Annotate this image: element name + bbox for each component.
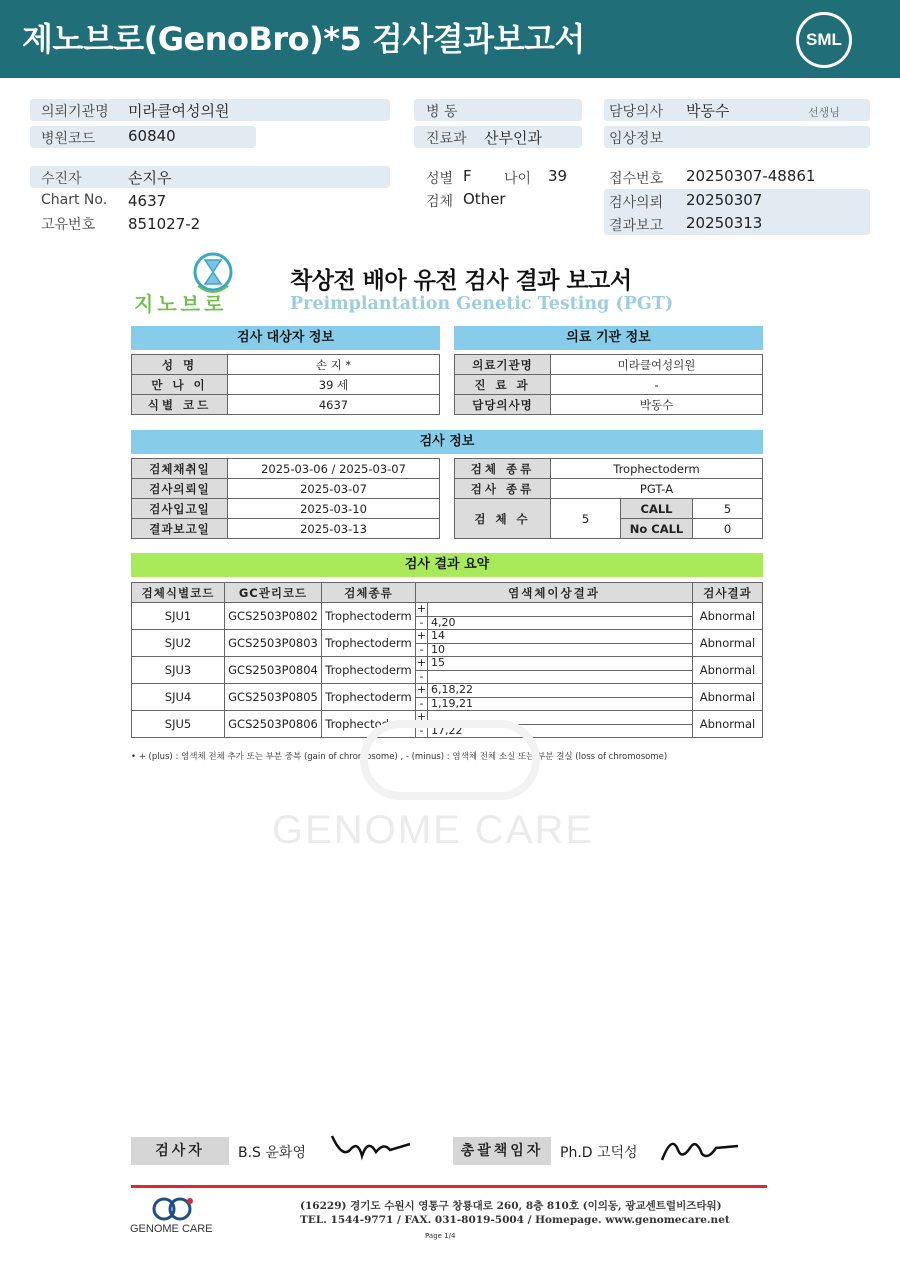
subject-id-label: 식별 코드 [132, 395, 228, 415]
genobro-logo-text: 지노브로 [134, 292, 228, 316]
minus-value [428, 671, 431, 683]
cell-gc: GCS2503P0802 [225, 603, 322, 630]
specimen-label: 검체 [426, 194, 454, 210]
page-number: Page 1/4 [425, 1232, 456, 1240]
clinical-label: 임상정보 [609, 131, 664, 147]
table-row [455, 459, 763, 479]
receive-date-value: 2025-03-10 [228, 499, 440, 519]
genobro-logo [128, 252, 248, 314]
medical-doctor-label: 담당의사명 [455, 395, 551, 415]
plus-value: 15 [431, 656, 445, 669]
plus-sign: + [416, 710, 427, 723]
director-signature-icon [656, 1130, 740, 1166]
dept-label: 진료과 [426, 131, 467, 147]
report-subtitle: Preimplantation Genetic Testing (PGT) [290, 294, 674, 314]
subject-name-label: 성 명 [132, 355, 228, 375]
watermark-logo [360, 720, 540, 800]
plus-sign: + [416, 629, 427, 642]
table-row [132, 684, 763, 711]
report-date-value: 20250313 [686, 214, 763, 232]
subject-heading: 검사 대상자 정보 [131, 326, 440, 350]
test-type-label: 검사 종류 [455, 479, 551, 499]
nocall-value: 0 [693, 519, 763, 539]
medical-dept-label: 진 료 과 [455, 375, 551, 395]
hospital-code-value: 60840 [128, 127, 176, 145]
cell-gc: GCS2503P0806 [225, 711, 322, 738]
footer-divider [131, 1185, 767, 1188]
table-row [132, 519, 440, 539]
cell-result: Abnormal [693, 603, 763, 630]
table-row [455, 479, 763, 499]
genome-care-logo-icon [150, 1196, 200, 1222]
minus-sign: - [416, 725, 428, 737]
specimen-value: Other [463, 190, 506, 208]
cell-chromosome [416, 603, 693, 630]
cell-type: Trophectoderm [322, 711, 416, 738]
table-row [132, 630, 763, 657]
count-label: 검 체 수 [455, 499, 551, 539]
plus-value [428, 603, 431, 616]
cell-type: Trophectoderm [322, 657, 416, 684]
minus-value: 10 [431, 643, 445, 656]
ward-label: 병 동 [426, 104, 458, 120]
call-value: 5 [693, 499, 763, 519]
medical-inst-value: 미라클여성의원 [551, 355, 763, 375]
subject-id-value: 4637 [228, 395, 440, 415]
plus-sign: + [416, 602, 427, 615]
cell-id: SJU1 [132, 603, 225, 630]
uid-value: 851027-2 [128, 215, 201, 233]
cell-result: Abnormal [693, 630, 763, 657]
col-specimen-id: 검체식별코드 [132, 583, 225, 603]
chart-label: Chart No. [41, 192, 108, 208]
summary-footnote: • + (plus) : 염색체 전체 추가 또는 부분 중복 (gain of chromosome) , - (minus) : 염색체 전체 소실 또는 부분 결실 (loss of chromosome) [131, 752, 668, 762]
result-date-label: 결과보고일 [132, 519, 228, 539]
cell-result: Abnormal [693, 684, 763, 711]
table-row [132, 499, 440, 519]
director-name: Ph.D 고덕성 [560, 1145, 638, 1161]
table-row [132, 479, 440, 499]
age-label: 나이 [504, 171, 532, 187]
uid-label: 고유번호 [41, 217, 96, 233]
medical-doctor-value: 박동수 [551, 395, 763, 415]
cell-gc: GCS2503P0804 [225, 657, 322, 684]
minus-sign: - [416, 671, 428, 683]
call-label: CALL [621, 499, 693, 519]
medical-table [454, 354, 763, 415]
receive-date-label: 검사입고일 [132, 499, 228, 519]
minus-sign: - [416, 617, 428, 629]
footer-address [300, 1199, 730, 1227]
header-bar [0, 0, 900, 78]
cell-id: SJU2 [132, 630, 225, 657]
cell-id: SJU5 [132, 711, 225, 738]
table-row [132, 355, 440, 375]
subject-age-value: 39 세 [228, 375, 440, 395]
table-row [455, 375, 763, 395]
cell-id: SJU4 [132, 684, 225, 711]
cell-type: Trophectoderm [322, 603, 416, 630]
footer-address-line: (16229) 경기도 수원시 영통구 창룡대로 260, 8층 810호 (이의동, 광교센트럴비즈타워) [300, 1200, 722, 1212]
cell-chromosome [416, 684, 693, 711]
medical-inst-label: 의료기관명 [455, 355, 551, 375]
doctor-label: 담당의사 [609, 104, 664, 120]
subject-name-value: 손 지 * [228, 355, 440, 375]
cell-chromosome [416, 657, 693, 684]
cell-type: Trophectoderm [322, 684, 416, 711]
patient-value: 손지우 [128, 169, 172, 187]
cell-result: Abnormal [693, 711, 763, 738]
patient-label: 수진자 [41, 171, 82, 187]
summary-table [131, 582, 763, 738]
plus-value: 14 [431, 629, 445, 642]
cell-chromosome [416, 630, 693, 657]
minus-sign: - [416, 644, 428, 656]
dept-value: 산부인과 [484, 129, 542, 147]
page-title: 제노브로(GenoBro)*5 검사결과보고서 [22, 20, 585, 58]
test-dates-table [131, 458, 440, 539]
chart-value: 4637 [128, 192, 167, 210]
table-row [132, 603, 763, 630]
doctor-value: 박동수 [686, 102, 730, 120]
minus-value: 17,22 [431, 724, 463, 737]
plus-sign: + [416, 656, 427, 669]
cell-gc: GCS2503P0803 [225, 630, 322, 657]
col-gc-code: GC관리코드 [225, 583, 322, 603]
subject-age-label: 만 나 이 [132, 375, 228, 395]
age-value: 39 [548, 167, 568, 185]
doctor-suffix: 선생님 [808, 106, 840, 119]
report-title: 착상전 배아 유전 검사 결과 보고서 [290, 268, 632, 294]
patient-row [30, 166, 390, 188]
request-label: 검사의뢰 [609, 195, 664, 211]
plus-sign: + [416, 683, 427, 696]
medical-dept-value: - [551, 375, 763, 395]
col-specimen-type: 검체종류 [322, 583, 416, 603]
col-test-result: 검사결과 [693, 583, 763, 603]
request-value: 20250307 [686, 191, 763, 209]
result-date-value: 2025-03-13 [228, 519, 440, 539]
summary-heading: 검사 결과 요약 [131, 553, 763, 577]
footer-contact-line: TEL. 1544-9771 / FAX. 031-8019-5004 / Homepage. www.genomecare.net [300, 1214, 730, 1226]
table-row [132, 459, 440, 479]
cell-type: Trophectoderm [322, 630, 416, 657]
cell-id: SJU3 [132, 657, 225, 684]
minus-sign: - [416, 698, 428, 710]
subject-table [131, 354, 440, 415]
table-row [455, 499, 763, 519]
director-label: 총괄책임자 [453, 1137, 551, 1165]
watermark-text: GENOME CARE [272, 808, 595, 852]
tester-name: B.S 윤화영 [238, 1145, 306, 1161]
table-row [132, 657, 763, 684]
test-info-heading: 검사 정보 [131, 430, 763, 454]
specimen-type-label: 검체 종류 [455, 459, 551, 479]
table-row [455, 395, 763, 415]
sex-label: 성별 [426, 171, 454, 187]
report-date-label: 결과보고 [609, 218, 664, 234]
table-row [132, 375, 440, 395]
medical-heading: 의료 기관 정보 [454, 326, 763, 350]
col-chromosome-result: 염색체이상결과 [416, 583, 693, 603]
request-date-label: 검사의뢰일 [132, 479, 228, 499]
table-row [132, 395, 440, 415]
count-value: 5 [551, 499, 621, 539]
collect-date-label: 검체채취일 [132, 459, 228, 479]
institution-value: 미라클여성의원 [128, 102, 230, 120]
table-header-row [132, 583, 763, 603]
nocall-label: No CALL [621, 519, 693, 539]
request-date-value: 2025-03-07 [228, 479, 440, 499]
specimen-type-value: Trophectoderm [551, 459, 763, 479]
sml-logo: SML [796, 12, 852, 68]
test-type-value: PGT-A [551, 479, 763, 499]
test-specimen-table [454, 458, 763, 539]
hospital-code-label: 병원코드 [41, 131, 96, 147]
institution-label: 의뢰기관명 [41, 104, 109, 120]
plus-value: 6,18,22 [431, 683, 473, 696]
receipt-label: 접수번호 [609, 171, 664, 187]
footer-company: GENOME CARE [130, 1223, 213, 1235]
tester-label: 검사자 [131, 1137, 229, 1165]
cell-result: Abnormal [693, 657, 763, 684]
receipt-value: 20250307-48861 [686, 167, 816, 185]
table-row [455, 355, 763, 375]
cell-gc: GCS2503P0805 [225, 684, 322, 711]
sex-value: F [463, 167, 472, 185]
minus-value: 1,19,21 [431, 697, 473, 710]
minus-value: 4,20 [431, 616, 456, 629]
collect-date-value: 2025-03-06 / 2025-03-07 [228, 459, 440, 479]
tester-signature-icon [328, 1130, 412, 1164]
